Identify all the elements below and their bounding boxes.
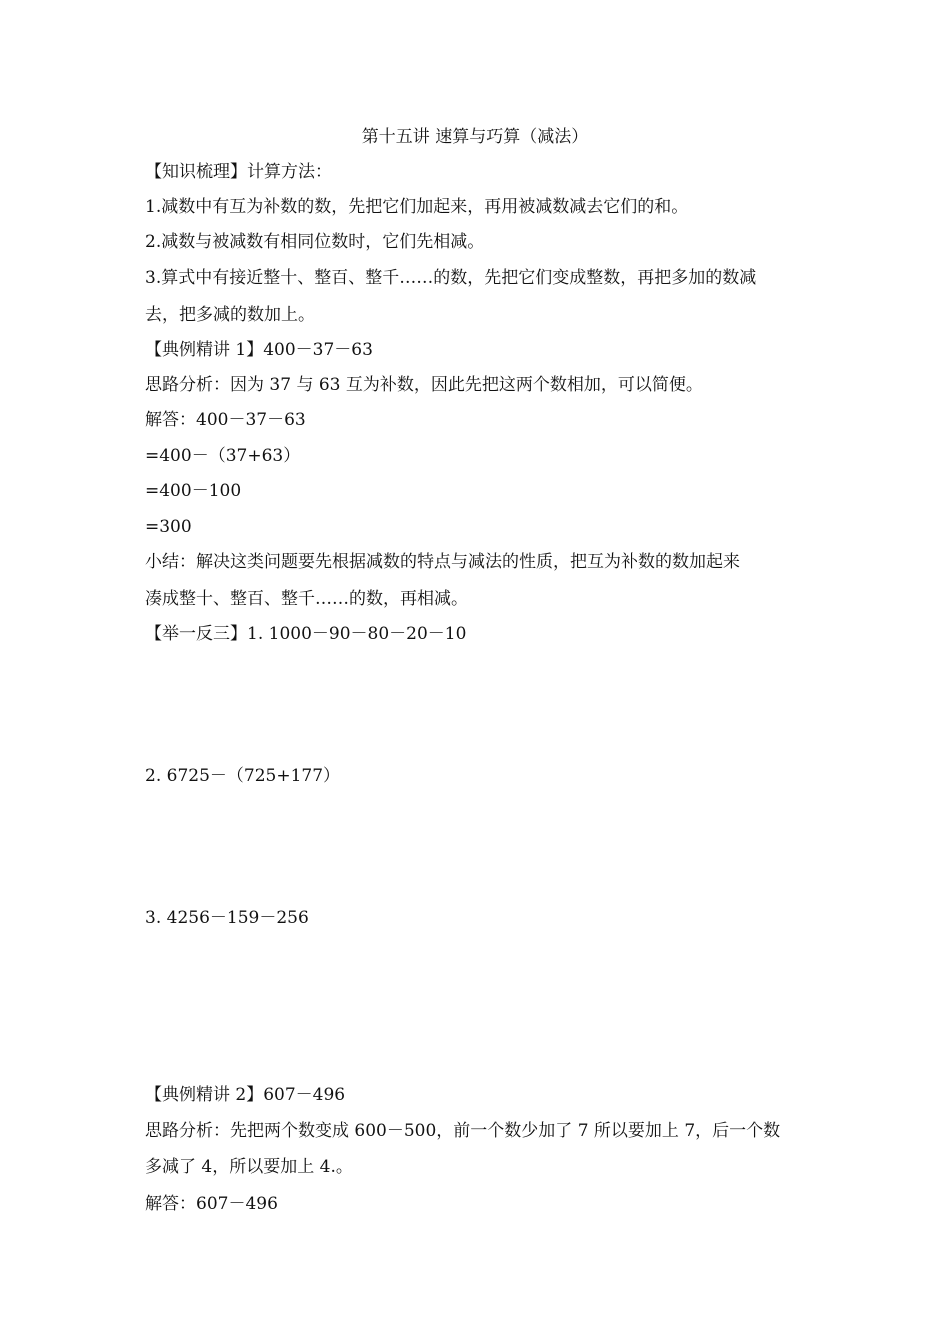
example-1-step-2: =400－100 (145, 481, 242, 501)
practice-question-1: 【举一反三】1. 1000－90－80－20－10 (145, 624, 467, 644)
example-2-heading: 【典例精讲 2】607－496 (145, 1085, 346, 1105)
example-1-summary-line-2: 凑成整十、整百、整千……的数，再相减。 (145, 589, 468, 609)
practice-question-2: 2. 6725－（725+177） (145, 766, 341, 786)
lesson-title: 第十五讲 速算与巧算（减法） (361, 127, 589, 147)
rule-3-line-1: 3.算式中有接近整十、整百、整千……的数，先把它们变成整数，再把多加的数减 (145, 268, 757, 288)
example-1-analysis: 思路分析：因为 37 与 63 互为补数，因此先把这两个数相加，可以简便。 (145, 375, 703, 395)
example-2-answer-label: 解答：607－496 (145, 1194, 278, 1214)
example-2-analysis-line-2: 多减了 4，所以要加上 4.。 (145, 1157, 353, 1177)
example-1-answer-label: 解答：400－37－63 (145, 410, 306, 430)
knowledge-heading: 【知识梳理】计算方法： (145, 162, 332, 182)
example-1-step-1: =400－（37+63） (145, 446, 301, 466)
example-1-summary-line-1: 小结：解决这类问题要先根据减数的特点与减法的性质，把互为补数的数加起来 (145, 552, 740, 572)
example-1-heading: 【典例精讲 1】400－37－63 (145, 340, 373, 360)
example-1-step-3: =300 (145, 517, 192, 537)
example-2-analysis-line-1: 思路分析：先把两个数变成 600－500，前一个数少加了 7 所以要加上 7，后一个数 (145, 1121, 781, 1141)
rule-1: 1.减数中有互为补数的数，先把它们加起来，再用被减数减去它们的和。 (145, 197, 689, 217)
rule-2: 2.减数与被减数有相同位数时，它们先相减。 (145, 232, 485, 252)
practice-question-3: 3. 4256－159－256 (145, 908, 309, 928)
rule-3-line-2: 去，把多减的数加上。 (145, 305, 315, 325)
